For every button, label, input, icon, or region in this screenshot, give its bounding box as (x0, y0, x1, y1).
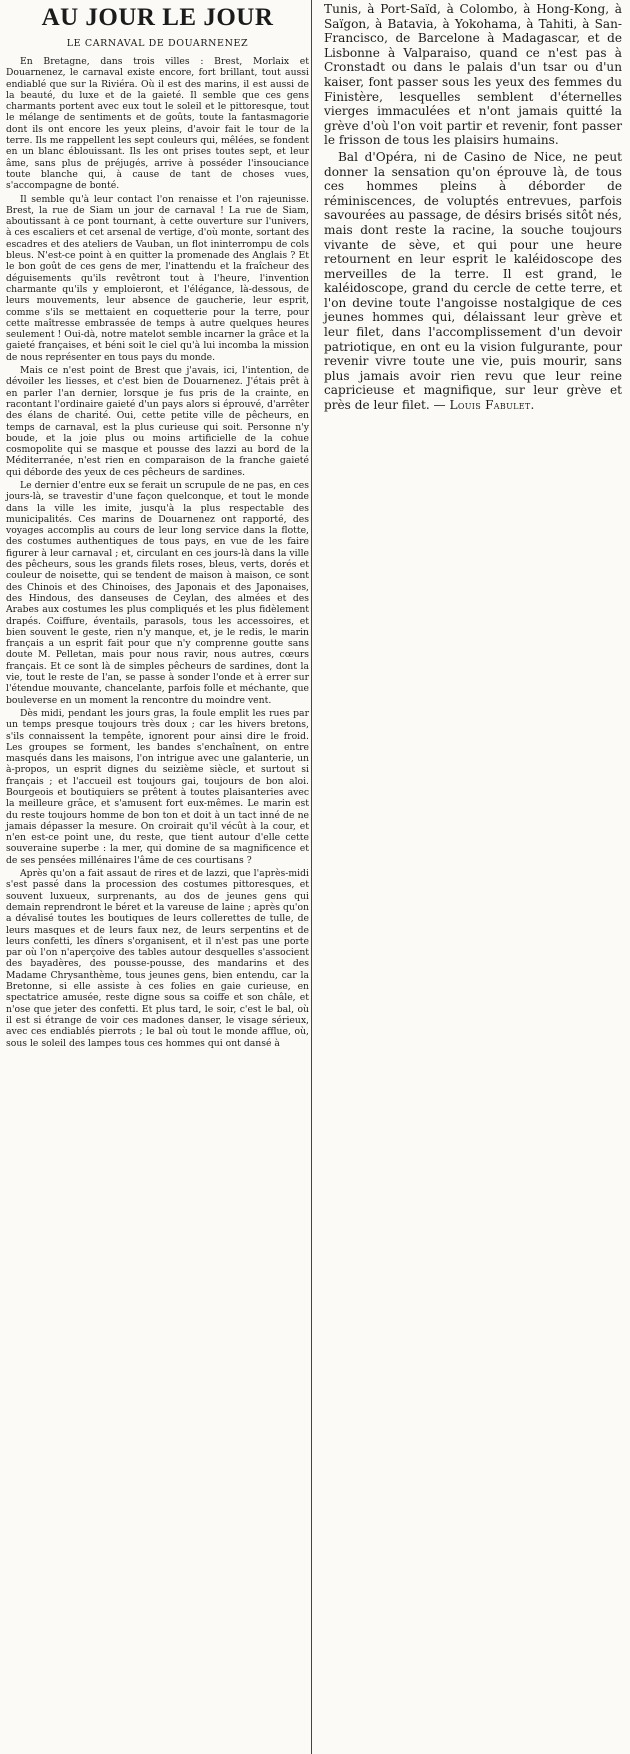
paragraph-6: Après qu'on a fait assaut de rires et de lazzi, que l'après-midi s'est passé dans la procession des costumes pittoresques, et souvent luxueux, surprenants, au dos de jeunes gens qui demain reprendront le béret et la vareuse de laine ; après qu'on a dévalisé toutes les boutiques de leurs collerettes de tulle, de leurs masques et de leurs faux nez, de leurs serpentins et de leurs confetti, les dîners s'organisent, et il n'est pas une porte par où l'on n'aperçoive des tables autour desquelles s'associent des bayadères, des pousse-pousse, des mandarins et des Madame Chrysanthème, tous jeunes gens, bien entendu, car la Bretonne, si elle assiste à ces folies en gaie curieuse, en spectatrice amusée, reste digne sous sa coiffe et son châle, et n'ose que jeter des confetti. Et plus tard, le soir, c'est le bal, où il est si étrange de voir ces madones danser, le visage sérieux, avec ces endiablés pierrots ; le bal où tout le monde afflue, où, sous le soleil des lampes tous ces hommes qui ont dansé à (6, 868, 309, 1049)
paragraph-1: En Bretagne, dans trois villes : Brest, Morlaix et Douarnenez, le carnaval existe encore, fort brillant, tout aussi endiablé que sur la Riviéra. Où il est des marins, il est aussi de la beauté, du luxe et de la gaieté. Il semble que ces gens charmants portent avec eux tout le soleil et le pittoresque, tout le mélange de sentiments et de goûts, toute la fantasmagorie dont ils ont encore les yeux pleins, d'avoir fait le tour de la terre. Ils me rappellent les sept couleurs qui, mêlées, se fondent en un blanc éblouissant. Ils les ont prises toutes sept, et leur âme, sans plus de préjugés, arrive à posséder l'insouciance toute blanche qui, à cause de tant de choses vues, s'accompagne de bonté. (6, 56, 309, 192)
paragraph-8-text: Bal d'Opéra, ni de Casino de Nice, ne peut donner la sensation qu'on éprouve là, de tous ces hommes pleins à déborder de réminiscences, de voluptés entrevues, parfois savourées au passage, de désirs brisés sitôt nés, mais dont reste la racine, la souche toujours vivante de sève, et qui pour une heure retournent en leur esprit le kaléidoscope des merveilles de la terre. Il est grand, le kaléidoscope, grand du cercle de cette terre, et l'on devine toute l'angoisse nostalgique de ces jeunes hommes qui, délaissant leur grève et leur filet, dans l'accomplissement d'un devoir patriotique, en ont eu la vision fulgurante, pour revenir vivre toute une vie, puis mourir, sans plus jamais avoir rien revu que leur reine capricieuse et magnifique, sur leur grève et près de leur filet. — (324, 149, 622, 413)
paragraph-8: Bal d'Opéra, ni de Casino de Nice, ne peut donner la sensation qu'on éprouve là, de tous ces hommes pleins à déborder de réminiscences, de voluptés entrevues, parfois savourées au passage, de désirs brisés sitôt nés, mais dont reste la racine, la souche toujours vivante de sève, et qui pour une heure retournent en leur esprit le kaléidoscope des merveilles de la terre. Il est grand, le kaléidoscope, grand du cercle de cette terre, et l'on devine toute l'angoisse nostalgique de ces jeunes hommes qui, délaissant leur grève et leur filet, dans l'accomplissement d'un devoir patriotique, en ont eu la vision fulgurante, pour revenir vivre toute une vie, puis mourir, sans plus jamais avoir rien revu que leur reine capricieuse et magnifique, sur leur grève et près de leur filet. — Louis Fabulet. (324, 149, 622, 413)
left-column (4, 0, 312, 1754)
paragraph-4: Le dernier d'entre eux se ferait un scrupule de ne pas, en ces jours-là, se travestir d'une façon quelconque, et tout le monde dans la ville les imite, jusqu'à la plus respectable des municipalités. Ces marins de Douarnenez ont rapporté, des voyages accomplis au cours de leur long service dans la flotte, des costumes authentiques de tous pays, en vue de les faire figurer à leur carnaval ; et, circulant en ces jours-là dans la ville des pêcheurs, sous les grands filets roses, bleus, verts, dorés et couleur de noisette, qui se tendent de maison à maison, ce sont des Chinois et des Chinoises, des Japonais et des Japonaises, des Hindous, des danseuses de Ceylan, des almées et des Arabes aux costumes les plus compliqués et les plus fidèlement drapés. Coiffure, éventails, parasols, tous les accessoires, et bien souvent le geste, rien n'y manque, et, je le redis, le marin français a un esprit fait pour que n'y comprenne goutte sans doute M. Pelletan, mais pour nous ravir, nous autres, cœurs français. Et ce sont là de simples pêcheurs de sardines, dont la vie, tout le reste de l'an, se passe à sonder l'onde et à errer sur l'étendue mouvante, chancelante, parfois folle et méchante, que bouleverse en un moment la rencontre du moindre vent. (6, 479, 309, 706)
paragraph-3: Mais ce n'est point de Brest que j'avais, ici, l'intention, de dévoiler les liesses, et c'est bien de Douarnenez. J'étais prêt à en parler l'an dernier, lorsque je fus pris de la crainte, en racontant l'ordinaire gaieté d'un pays alors si éprouvé, d'arrêter des élans de charité. Oui, cette petite ville de pêcheurs, en temps de carnaval, est la plus curieuse qui soit. Personne n'y boude, et la joie plus ou moins artificielle de la cohue cosmopolite qui se masque et pousse des lazzi au bord de la Méditerranée, n'est rien en comparaison de la franche gaieté qui déborde des yeux de ces pêcheurs de sardines. (6, 365, 309, 478)
author-signature: Louis Fabulet (449, 398, 531, 413)
paragraph-2: Il semble qu'à leur contact l'on renaisse et l'on rajeunisse. Brest, la rue de Siam un jour de carnaval ! La rue de Siam, aboutissant à ce pont tournant, à cette ouverture sur l'univers, à ces escaliers et cet arsenal de vertige, d'où monte, sortant des escadres et des ateliers de Vauban, un flot ininterrompu de cols bleus. N'est-ce point à en quitter la promenade des Anglais ? Et le bon goût de ces gens de mer, l'inattendu et la fraîcheur des déguisements qu'ils revêtront tout à l'heure, l'invention charmante qu'ils y emploieront, et l'élégance, là-dessous, de leurs mouvements, leur absence de gaucherie, leur esprit, comme s'ils se mettaient en coquetterie pour la terre, pour cette maîtresse embrassée de temps à autre quelques heures seulement ! Oui-dà, notre matelot semble incarner la grâce et la gaieté françaises, et béni soit le ciel qu'à lui incomba la mission de nous représenter en tous pays du monde. (6, 193, 309, 363)
article-headline: AU JOUR LE JOUR (41, 4, 274, 31)
article-subheading: LE CARNAVAL DE DOUARNENEZ (66, 38, 249, 49)
right-column (318, 0, 626, 413)
paragraph-5: Dès midi, pendant les jours gras, la foule emplit les rues par un temps presque toujours très doux ; car les hivers bretons, s'ils connaissent la tempête, ignorent pour ainsi dire le froid. Les groupes se forment, les bandes s'enchaînent, on entre masqués dans les maisons, l'on intrigue avec une galanterie, un à-propos, un esprit dignes du seizième siècle, et surtout si français ; et l'accueil est toujours gai, toujours de bon aloi. Bourgeois et boutiquiers se prêtent à toutes plaisanteries avec la meilleure grâce, et s'amusent fort eux-mêmes. Le marin est du reste toujours homme de bon ton et doit à un tact inné de ne jamais dépasser la mesure. On croirait qu'il vécût à la cour, et n'en est-ce point une, du reste, que tient autour d'elle cette souveraine superbe : la mer, qui domine de sa magnificence et de ses pensées millénaires l'âme de ces courtisans ? (6, 707, 309, 866)
paragraph-7: Tunis, à Port-Saïd, à Colombo, à Hong-Kong, à Saïgon, à Batavia, à Yokohama, à Tahiti, à San-Francisco, de Barcelone à Madagascar, et de Lisbonne à Valparaiso, quand ce n'est pas à Cronstadt ou dans le palais d'un tsar ou d'un kaiser, font passer sous les yeux des femmes du Finistère, lesquelles semblent d'éternelles vierges immaculées et n'ont jamais quitté la grève d'où l'on voit partir et revenir, font passer le frisson de tous les plaisirs humains. (324, 2, 622, 148)
